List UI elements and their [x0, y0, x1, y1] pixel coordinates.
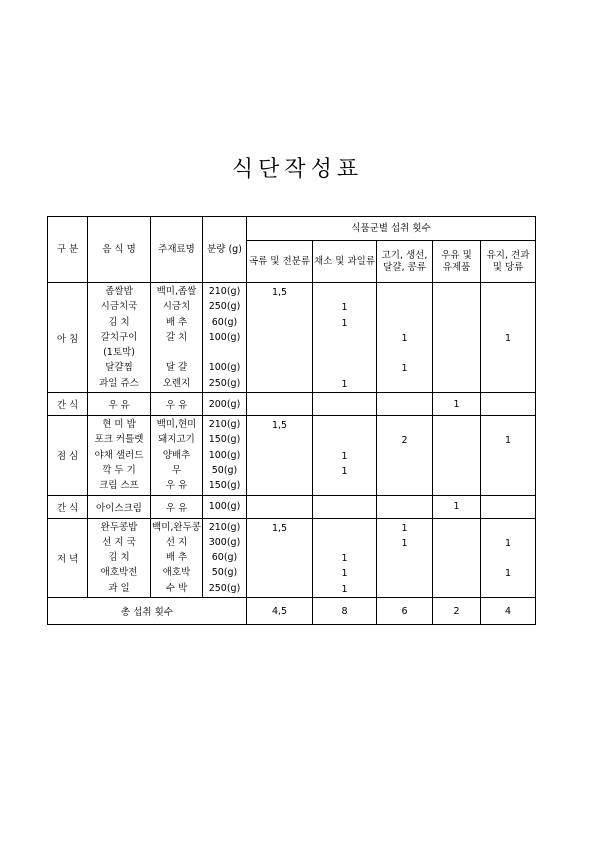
serving-count: 1 — [341, 465, 348, 477]
meal-menu: 좁쌀밥 — [105, 286, 133, 297]
serving-count — [433, 377, 480, 392]
serving-count — [247, 536, 312, 551]
total-label: 총 섭취 횟수 — [48, 598, 247, 625]
meal-ingredient: 애호박 — [162, 567, 191, 579]
serving-count: 1,5 — [271, 287, 288, 298]
serving-count-cell — [433, 416, 481, 495]
serving-count — [247, 566, 312, 581]
meal-ingredient-cell: 우 유 — [151, 393, 203, 416]
serving-count-cell — [377, 518, 433, 597]
meal-menu-cell — [88, 416, 151, 495]
total-value: 4 — [481, 598, 536, 625]
serving-count-cell — [377, 495, 433, 518]
serving-count — [433, 346, 480, 361]
serving-count: 1 — [341, 302, 348, 314]
meal-menu: 갈치구이 — [100, 331, 138, 343]
serving-count — [247, 300, 312, 315]
food-group-dairy: 우유 및 유제품 — [433, 241, 481, 283]
meal-name: 저 녁 — [48, 518, 88, 597]
serving-count — [433, 551, 480, 566]
serving-count — [481, 316, 535, 331]
diet-body — [48, 283, 536, 598]
serving-count: 1 — [341, 317, 348, 329]
serving-count-cell — [313, 495, 377, 518]
meal-row — [48, 416, 536, 495]
serving-count — [433, 300, 480, 315]
header-amount: 분량 (g) — [203, 217, 247, 283]
serving-count-cell — [377, 283, 433, 393]
snack-row — [48, 393, 536, 416]
meal-amount: 50(g) — [211, 567, 238, 579]
meal-amount-cell — [203, 283, 247, 393]
serving-count: 2 — [401, 435, 408, 447]
meal-amount: 250(g) — [208, 301, 241, 313]
serving-count — [481, 464, 535, 479]
total-value: 2 — [433, 598, 481, 625]
header-servings-group: 식품군별 섭취 횟수 — [247, 217, 536, 241]
serving-count — [433, 433, 480, 448]
serving-count — [313, 418, 376, 433]
serving-count: 1 — [504, 537, 512, 549]
meal-ingredient — [151, 345, 202, 360]
meal-ingredient-cell: 우 유 — [151, 495, 203, 518]
header-menu: 음 식 명 — [88, 217, 151, 283]
serving-count: 1 — [341, 450, 348, 462]
serving-count-cell — [481, 416, 536, 495]
serving-count — [481, 377, 535, 392]
serving-count — [377, 479, 432, 494]
serving-count: 1 — [504, 568, 512, 580]
serving-count-cell — [481, 283, 536, 393]
meal-menu: (1토막) — [103, 347, 135, 359]
serving-count — [313, 536, 376, 551]
serving-count: 1 — [504, 435, 512, 447]
serving-count — [433, 331, 480, 346]
serving-count — [481, 551, 535, 566]
meal-amount: 100(g) — [208, 449, 241, 461]
serving-count-cell — [481, 393, 536, 416]
meal-ingredient: 시금치 — [162, 301, 191, 313]
serving-count: 1 — [401, 522, 408, 534]
total-value: 4,5 — [247, 598, 313, 625]
serving-count — [247, 331, 312, 346]
serving-count — [433, 418, 480, 433]
serving-count — [433, 521, 480, 536]
serving-count — [377, 418, 432, 433]
serving-count — [247, 361, 312, 376]
serving-count — [481, 285, 535, 300]
serving-count — [481, 300, 535, 315]
meal-ingredient-cell — [151, 283, 203, 393]
serving-count — [433, 536, 480, 551]
snack-row — [48, 495, 536, 518]
serving-count-cell — [247, 416, 313, 495]
serving-count — [377, 551, 432, 566]
meal-menu: 야채 샐러드 — [94, 449, 144, 461]
serving-count-cell — [313, 518, 377, 597]
serving-count: 1 — [401, 332, 408, 344]
serving-count-cell — [247, 283, 313, 393]
serving-count-cell — [247, 495, 313, 518]
serving-count — [313, 285, 376, 300]
meal-menu: 김 치 — [108, 316, 130, 328]
serving-count — [313, 361, 376, 376]
serving-count — [377, 316, 432, 331]
serving-count — [377, 285, 432, 300]
meal-amount-cell — [203, 416, 247, 495]
serving-count — [247, 316, 312, 331]
serving-count: 1,5 — [271, 420, 288, 432]
meal-menu: 김 치 — [108, 552, 130, 564]
meal-amount: 210(g) — [208, 286, 241, 297]
serving-count — [247, 464, 312, 479]
meal-amount: 50(g) — [211, 464, 238, 476]
meal-amount: 60(g) — [211, 316, 238, 328]
serving-count-cell — [377, 416, 433, 495]
meal-amount: 210(g) — [208, 521, 241, 533]
serving-count — [247, 582, 312, 597]
serving-count — [377, 377, 432, 392]
serving-count-cell — [433, 283, 481, 393]
meal-amount: 150(g) — [208, 480, 241, 492]
meal-amount-cell: 100(g) — [203, 495, 247, 518]
serving-count-cell — [433, 518, 481, 597]
serving-count: 1 — [341, 568, 348, 580]
serving-count — [433, 464, 480, 479]
total-row — [48, 598, 536, 625]
serving-count — [481, 582, 535, 597]
meal-menu: 애호박전 — [100, 567, 138, 579]
meal-ingredient-cell — [151, 518, 203, 597]
serving-count — [247, 479, 312, 494]
meal-amount-cell: 200(g) — [203, 393, 247, 416]
meal-menu: 크림 스프 — [99, 480, 139, 492]
serving-count — [433, 361, 480, 376]
serving-count — [433, 285, 480, 300]
serving-count — [481, 449, 535, 464]
serving-count: 1 — [341, 378, 348, 390]
meal-menu: 시금치국 — [100, 301, 138, 313]
header-group: 구 분 — [48, 217, 88, 283]
meal-ingredient: 배 추 — [165, 316, 188, 328]
serving-count: 1,5 — [271, 522, 288, 534]
serving-count — [247, 433, 312, 448]
meal-ingredient: 양배추 — [162, 449, 191, 461]
meal-menu: 과 일 — [108, 582, 130, 594]
serving-count — [377, 566, 432, 581]
serving-count — [247, 551, 312, 566]
meal-ingredient: 갈 치 — [165, 331, 188, 343]
serving-count: 1 — [401, 363, 408, 375]
meal-ingredient: 돼지고기 — [158, 434, 195, 446]
serving-count: 1 — [341, 583, 348, 595]
header-ingredient: 주재료명 — [151, 217, 203, 283]
meal-amount-cell — [203, 518, 247, 597]
serving-count-cell — [247, 518, 313, 597]
meal-amount — [203, 345, 246, 360]
meal-menu-cell: 우 유 — [88, 393, 151, 416]
meal-ingredient: 백미,좁쌀 — [156, 286, 197, 297]
total-value: 8 — [313, 598, 377, 625]
serving-count — [481, 346, 535, 361]
meal-menu-cell — [88, 283, 151, 393]
meal-name: 점 심 — [48, 416, 88, 495]
serving-count: 1 — [341, 553, 348, 565]
meal-name: 간 식 — [48, 393, 88, 416]
serving-count — [313, 346, 376, 361]
meal-menu: 포크 커틀렛 — [94, 434, 144, 446]
serving-count — [481, 361, 535, 376]
meal-ingredient: 무 — [171, 464, 182, 476]
meal-menu: 과일 쥬스 — [99, 377, 139, 389]
meal-ingredient: 백미,현미 — [156, 419, 197, 431]
serving-count — [433, 479, 480, 494]
meal-amount: 210(g) — [208, 419, 241, 431]
serving-count — [377, 300, 432, 315]
meal-ingredient: 백미,완두콩 — [152, 521, 201, 533]
serving-count — [433, 316, 480, 331]
serving-count — [481, 521, 535, 536]
header-row — [48, 217, 536, 241]
meal-amount: 60(g) — [211, 552, 238, 564]
meal-amount: 250(g) — [208, 582, 241, 594]
meal-menu-cell — [88, 518, 151, 597]
meal-ingredient: 수 박 — [165, 582, 188, 594]
meal-menu: 달걀찜 — [105, 362, 133, 374]
serving-count-cell — [247, 393, 313, 416]
page-title: 식단작성표 — [231, 157, 364, 182]
serving-count — [377, 346, 432, 361]
serving-count-cell — [313, 283, 377, 393]
serving-count — [377, 582, 432, 597]
meal-ingredient-cell — [151, 416, 203, 495]
serving-count — [247, 346, 312, 361]
serving-count — [433, 582, 480, 597]
meal-amount: 100(g) — [208, 362, 241, 374]
meal-amount: 250(g) — [208, 377, 241, 389]
meal-menu: 선 지 국 — [102, 536, 136, 548]
meal-ingredient: 배 추 — [165, 552, 188, 564]
serving-count — [313, 521, 376, 536]
meal-menu-cell: 아이스크림 — [88, 495, 151, 518]
serving-count-cell — [481, 518, 536, 597]
meal-menu: 현 미 밥 — [102, 419, 136, 431]
meal-ingredient: 달 걀 — [165, 362, 188, 374]
meal-row — [48, 283, 536, 393]
serving-count-cell: 1 — [433, 495, 481, 518]
total-value: 6 — [377, 598, 433, 625]
diet-table — [47, 216, 536, 625]
serving-count — [313, 331, 376, 346]
serving-count-cell — [313, 416, 377, 495]
food-group-fats: 유지, 견과 및 당류 — [481, 241, 536, 283]
serving-count: 1 — [504, 332, 512, 344]
serving-count — [313, 433, 376, 448]
meal-name: 아 침 — [48, 283, 88, 393]
serving-count-cell — [377, 393, 433, 416]
serving-count — [377, 449, 432, 464]
serving-count — [481, 479, 535, 494]
serving-count-cell: 1 — [433, 393, 481, 416]
serving-count-cell — [313, 393, 377, 416]
meal-name: 간 식 — [48, 495, 88, 518]
meal-row — [48, 518, 536, 597]
meal-amount: 150(g) — [208, 434, 241, 446]
serving-count — [247, 449, 312, 464]
meal-menu: 완두콩밥 — [100, 521, 138, 533]
serving-count: 1 — [401, 537, 408, 549]
meal-ingredient: 선 지 — [165, 536, 188, 548]
food-group-protein: 고기, 생선, 달걀, 콩류 — [377, 241, 433, 283]
serving-count — [313, 479, 376, 494]
serving-count-cell — [481, 495, 536, 518]
meal-amount: 100(g) — [208, 331, 241, 343]
serving-count — [377, 464, 432, 479]
serving-count — [247, 377, 312, 392]
food-group-grains: 곡류 및 전분류 — [247, 241, 313, 283]
serving-count — [481, 418, 535, 433]
meal-ingredient: 우 유 — [165, 480, 188, 492]
meal-amount: 300(g) — [208, 536, 241, 548]
meal-menu: 깍 두 기 — [102, 464, 136, 476]
meal-ingredient: 오렌지 — [162, 377, 191, 389]
serving-count — [433, 566, 480, 581]
serving-count — [433, 449, 480, 464]
food-group-vegetables: 채소 및 과일류 — [313, 241, 377, 283]
